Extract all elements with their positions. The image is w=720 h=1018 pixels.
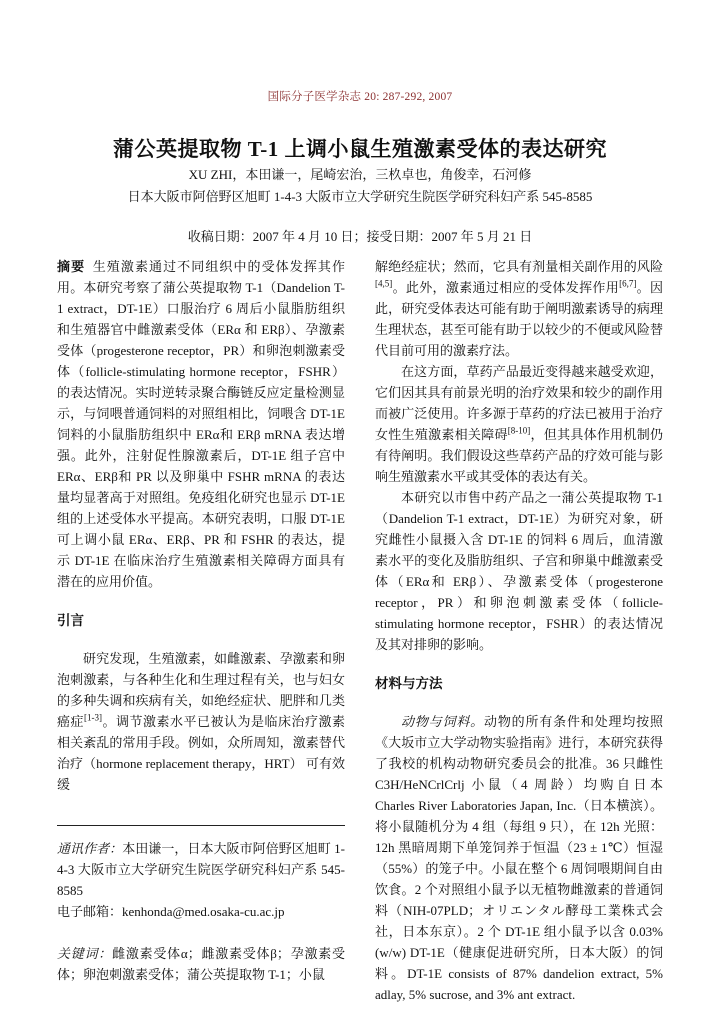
abstract-text: 生殖激素通过不同组织中的受体发挥其作用。本研究考察了蒲公英提取物 T-1（Dandelion T-1 extract，DT-1E）口服治疗 6 周后小鼠脂肪组织和生殖器官中雌激素受体（ERα 和 ERβ）、孕激素受体（progesterone receptor，PR）和卵泡刺激素受体（follicle-stimulating hormone receptor，FSHR）的表达情况。实时逆转录聚合酶链反应定量检测显示，与饲喂普通饲料的对照组相比，饲喂含 DT-1E 饲料的小鼠脂肪组织中 ERα和 ERβ mRNA 表达增强。此外，注射促性腺激素后，DT-1E 组子宫中 ERα、ERβ和 PR 以及卵巢中 FSHR mRNA 的表达量均显著高于对照组。免疫组化研究也显示 DT-1E 组的上述受体水平提高。本研究表明，口服 DT-1E 可上调小鼠 ERα、ERβ、PR 和 FSHR 的表达，提示 DT-1E 在临床治疗生殖激素相关障碍方面具有潜在的应用价值。 [57,259,345,589]
email-label: 电子邮箱： [57,904,123,919]
journal-header: 国际分子医学杂志 20: 287-292, 2007 [267,91,453,103]
correspondence-text: 本田谦一，日本大阪市阿倍野区旭町 1-4-3 大阪市立大学研究生院医学研究科妇产系 545-8585 [57,841,345,898]
right-column [375,256,663,1005]
right-paragraph-2: 在这方面，草药产品最近变得越来越受欢迎，它们因其具有前景光明的治疗效果和较少的副作用而被广泛使用。许多源于草药的疗法已被用于治疗女性生殖激素相关障碍[8-10]，但其具体作用机制仍有待阐明。我们假设这些草药产品的疗效可能与影响生殖激素水平或其受体的表达有关。 [375,364,663,484]
methods-paragraph [375,711,663,1005]
correspondence-label: 通讯作者： [57,841,123,856]
email-paragraph [57,901,345,922]
methods-heading: 材料与方法 [375,676,443,691]
methods-text: 动物的所有条件和处理均按照《大坂市立大学动物实验指南》进行，本研究获得了我校的机构动物研究委员会的批准。36 只雌性 C3H/HeNCrlCrlj 小鼠（4 周龄）均购自日本 Charles River Laboratories Japan, Inc.（日本横滨）。将小鼠随机分为 4 组（每组 9 只），在 12h 光照：12h 黑暗周期下单笼饲养于恒温（23 ± 1℃）恒湿（55%）的笼子中。小鼠在整个 6 周饲喂期间自由饮食。2 个对照组小鼠予以无植物雌激素的普通饲料（NIH-07PLD；オリエンタル酵母工業株式会社，日本东京）。2 个 DT-1E 组小鼠予以含 0.03% (w/w) DT-1E（健康促进研究所，日本大阪）的饲料。DT-1E consists of 87% dandelion extract, 5% adlay, 5% sucrose, and 3% ant extract. [375,714,663,1002]
abstract-paragraph [57,256,345,592]
footnote-divider [57,825,345,826]
dates-line: 收稿日期：2007 年 4 月 10 日；接受日期：2007 年 5 月 21 日 [187,229,533,244]
left-column [57,256,345,1005]
body-columns [57,256,663,1005]
introduction-paragraph: 研究发现，生殖激素，如雌激素、孕激素和卵泡刺激素，与各种生化和生理过程有关，也与妇女的多种失调和疾病有关，如绝经症状、肥胖和几类癌症[1-3]。调节激素水平已被认为是临床治疗激素相关紊乱的常用手段。例如，众所周知，激素替代治疗（hormone replacement therapy，HRT） 可有效缓 [57,651,345,792]
keywords-text: 雌激素受体α；雌激素受体β；孕激素受体；卵泡刺激素受体；蒲公英提取物 T-1；小鼠 [57,946,345,982]
keywords-paragraph [57,943,345,985]
footnote-block [57,838,345,985]
keywords-label: 关键词： [57,946,113,961]
authors-line: XU ZHI，本田谦一，尾崎宏治，三杦卓也，角俊幸，石河修 [188,167,532,182]
correspondence-paragraph [57,838,345,901]
introduction-heading: 引言 [57,613,84,628]
email-value: kenhonda@med.osaka-cu.ac.jp [122,904,285,919]
abstract-label: 摘要 [57,259,86,274]
right-paragraph-1: 解绝经症状；然而，它具有剂量相关副作用的风险[4,5]。此外，激素通过相应的受体发挥作用[6,7]。因此，研究受体表达可能有助于阐明激素诱导的病理生理状态，甚至可能有助于以较少的不便或风险替代目前可用的激素疗法。 [375,259,663,358]
affiliation-line: 日本大阪市阿倍野区旭町 1-4-3 大阪市立大学研究生院医学研究科妇产系 545-8585 [127,189,593,204]
methods-lead: 动物与饲料。 [401,714,484,729]
paper-title: 蒲公英提取物 T-1 上调小鼠生殖激素受体的表达研究 [112,137,608,161]
right-paragraph-3: 本研究以市售中药产品之一蒲公英提取物 T-1（Dandelion T-1 extract，DT-1E）为研究对象，研究雌性小鼠摄入含 DT-1E 的饲料 6 周后，血清激素水平的变化及脂肪组织、子宫和卵巢中雌激素受体（ERα和 ERβ）、孕激素受体（progesterone receptor，PR）和卵泡刺激素受体（follicle-stimulating hormone receptor，FSHR）的表达情况及其对排卵的影响。 [375,490,663,652]
